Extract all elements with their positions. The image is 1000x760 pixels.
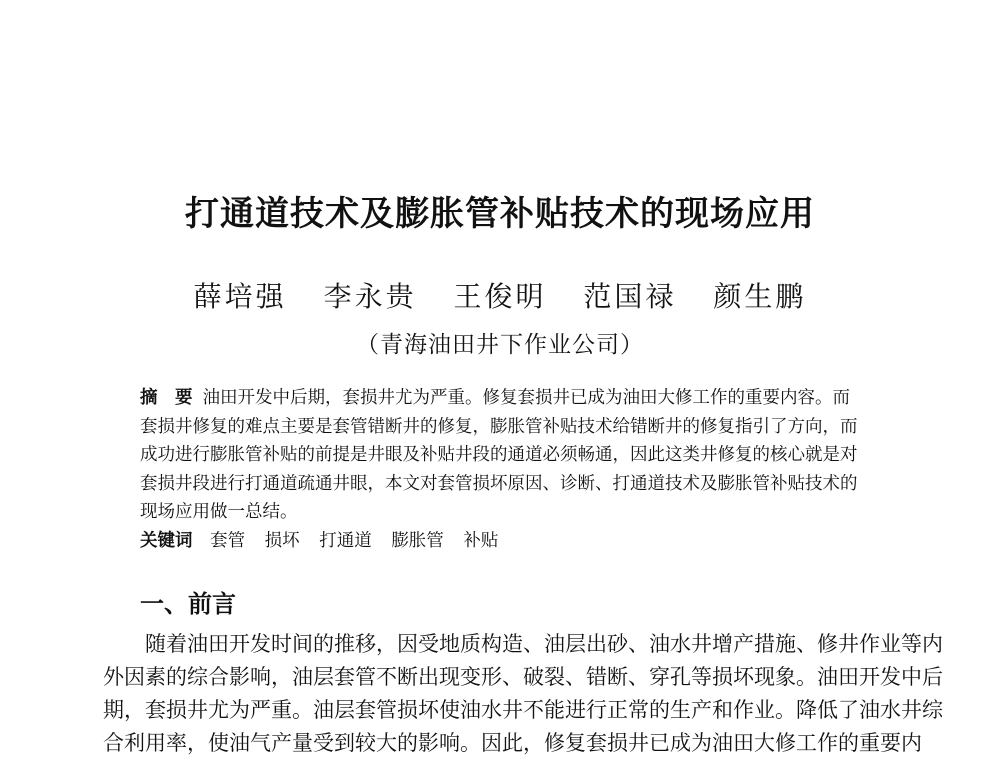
keywords-label: 关键词 bbox=[140, 531, 193, 551]
keywords bbox=[140, 527, 875, 552]
author-name: 王俊明 bbox=[453, 280, 547, 313]
keyword: 损坏 bbox=[264, 531, 300, 551]
keyword: 打通道 bbox=[319, 531, 372, 551]
section-heading: 一、前言 bbox=[140, 590, 236, 618]
abstract-label: 摘 要 bbox=[140, 388, 193, 408]
keyword: 套管 bbox=[210, 531, 246, 551]
abstract-line: 现场应用做一总结。 bbox=[140, 502, 298, 522]
body-line: 合利用率，使油气产量受到较大的影响。因此，修复套损井已成为油田大修工作的重要内 bbox=[103, 731, 922, 755]
abstract bbox=[140, 384, 875, 527]
abstract-line: 套损井修复的难点主要是套管错断井的修复，膨胀管补贴技术给错断井的修复指引了方向，而 bbox=[140, 416, 858, 437]
author-list bbox=[0, 275, 1000, 315]
author-name: 薛培强 bbox=[193, 280, 287, 313]
keyword: 膨胀管 bbox=[391, 531, 444, 551]
author-name: 范国禄 bbox=[583, 280, 677, 313]
abstract-text: 油田开发中后期，套损井尤为严重。修复套损井已成为油田大修工作的重要内容。而 bbox=[202, 388, 850, 408]
abstract-line: 套损井段进行打通道疏通井眼，本文对套管损坏原因、诊断、打通道技术及膨胀管补贴技术的 bbox=[140, 473, 858, 494]
abstract-line bbox=[140, 384, 875, 413]
author-affiliation: （青海油田井下作业公司） bbox=[356, 332, 644, 358]
author-name: 李永贵 bbox=[323, 280, 417, 313]
body-line: 期，套损井尤为严重。油层套管损坏使油水井不能进行正常的生产和作业。降低了油水井综 bbox=[103, 698, 943, 722]
keyword: 补贴 bbox=[463, 531, 499, 551]
body-line: 随着油田开发时间的推移，因受地质构造、油层出砂、油水井增产措施、修井作业等内 bbox=[145, 632, 943, 656]
paper-title: 打通道技术及膨胀管补贴技术的现场应用 bbox=[185, 194, 815, 234]
section-body bbox=[103, 628, 943, 760]
author-name: 颜生鹏 bbox=[713, 280, 807, 313]
body-line: 外因素的综合影响，油层套管不断出现变形、破裂、错断、穿孔等损坏现象。油田开发中后 bbox=[103, 665, 943, 689]
abstract-line: 成功进行膨胀管补贴的前提是井眼及补贴井段的通道必须畅通，因此这类井修复的核心就是对 bbox=[140, 445, 858, 465]
